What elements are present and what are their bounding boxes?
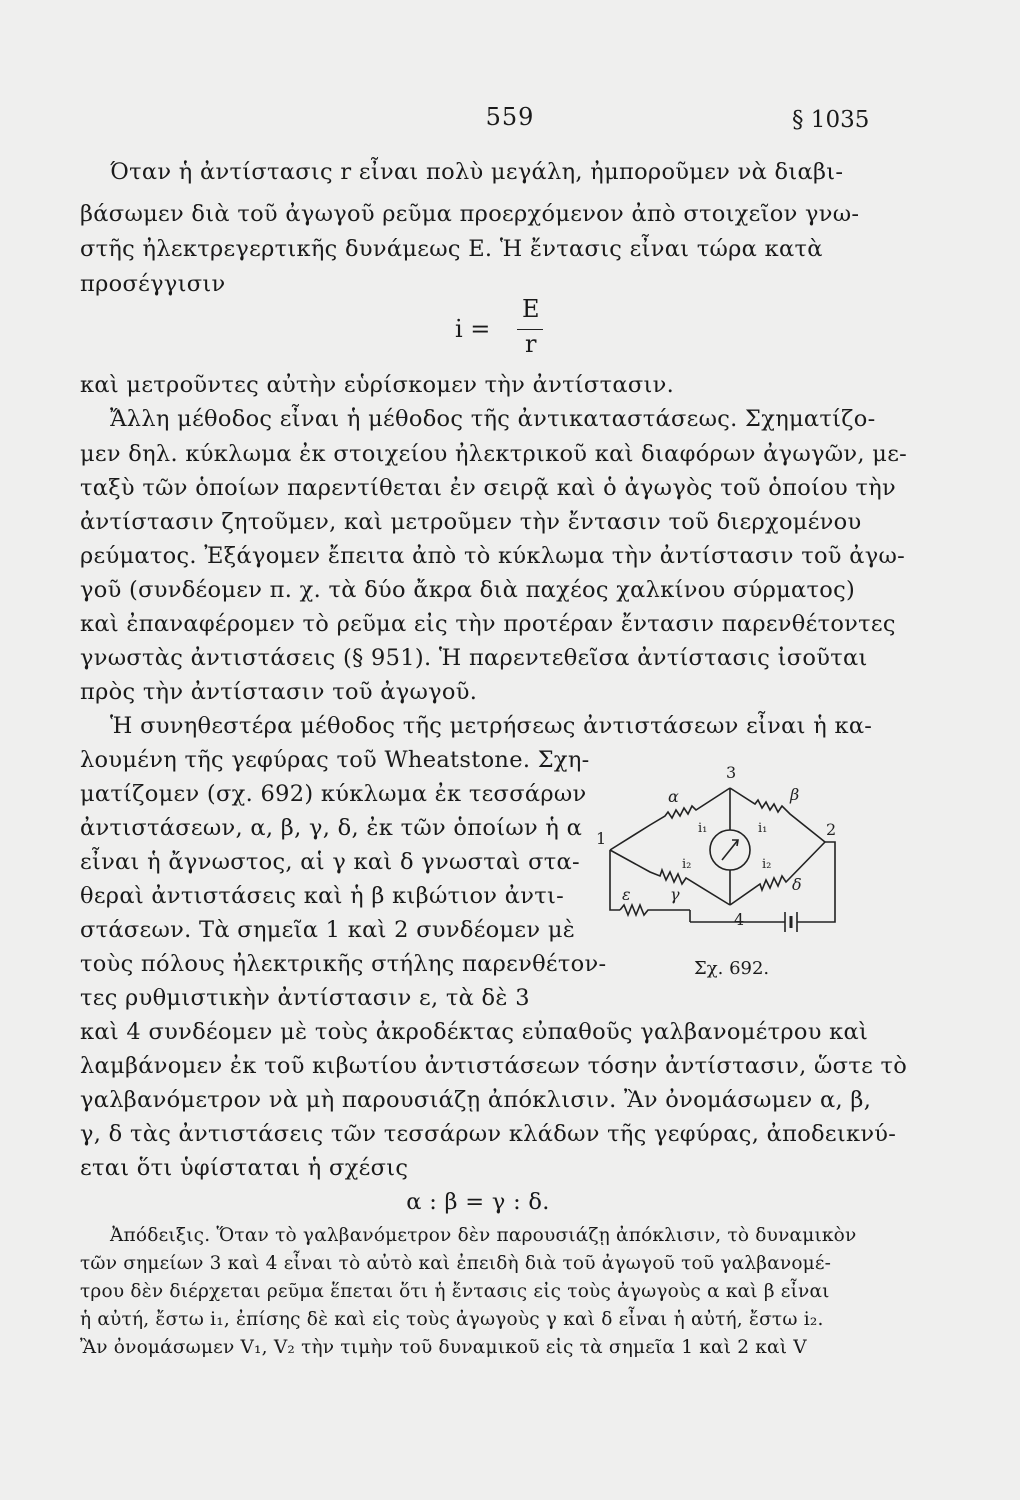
section-number: § 1035 [792,107,870,133]
formula-current [455,295,565,365]
formula-proportion: α : β = γ : δ. [406,1189,550,1215]
text-line: καὶ 4 συνδέομεν μὲ τοὺς ἀκροδέκτας εὐπαθοῦς γαλβανομέτρου καὶ [80,1019,869,1045]
battery-wire-right [797,842,835,922]
text-line: γ, δ τὰς ἀντιστάσεις τῶν τεσσάρων κλάδων τῆς γεφύρας, ἀποδεικνύ- [80,1121,897,1147]
text-line: τοὺς πόλους ἠλεκτρικῆς στήλης παρενθέτον- [80,951,607,977]
proof-line: τρου δὲν διέρχεται ρεῦμα ἕπεται ὅτι ἡ ἔντασις εἰς τοὺς ἀγωγοὺς α καὶ β εἶναι [80,1281,830,1302]
node-label-1: 1 [596,829,607,848]
resistor-label-epsilon: ε [622,885,631,904]
resistor-label-delta: δ [792,875,802,894]
text-line: πρὸς τὴν ἀντίστασιν τοῦ ἀγωγοῦ. [80,679,478,705]
text-line: μεν δηλ. κύκλωμα ἐκ στοιχείου ἠλεκτρικοῦ καὶ διαφόρων ἀγωγῶν, με- [80,441,908,467]
text-line: ταξὺ τῶν ὁποίων παρεντίθεται ἐν σειρᾷ καὶ ὁ ἀγωγὸς τοῦ ὁποίου τὴν [80,475,896,501]
text-line: λουμένη τῆς γεφύρας τοῦ Wheatstone. Σχη- [80,747,590,773]
text-line: καὶ μετροῦντες αὐτὴν εὑρίσκομεν τὴν ἀντίστασιν. [80,372,675,398]
text-line: ἀντιστάσεων, α, β, γ, δ, ἐκ τῶν ὁποίων ἡ α [80,815,583,841]
current-label-i2: i₂ [682,857,692,872]
page-number: 559 [485,103,535,131]
text-line: εται ὅτι ὑφίσταται ἡ σχέσις [80,1155,409,1181]
resistor-delta [730,842,825,905]
wheatstone-bridge-figure [590,760,850,960]
node-label-2: 2 [826,820,837,839]
battery-wire-left [610,850,620,910]
text-line: ἀντίστασιν ζητοῦμεν, καὶ μετροῦμεν τὴν ἔντασιν τοῦ διερχομένου [80,509,862,535]
text-line: εἶναι ἡ ἄγνωστος, αἱ γ καὶ δ γνωσταὶ στα- [80,849,580,875]
current-label-i2: i₂ [762,857,772,872]
proof-line: τῶν σημείων 3 καὶ 4 εἶναι τὸ αὐτὸ καὶ ἐπειδὴ διὰ τοῦ ἀγωγοῦ τοῦ γαλβανομέ- [80,1253,832,1274]
text-line: λαμβάνομεν ἐκ τοῦ κιβωτίου ἀντιστάσεων τόσην ἀντίστασιν, ὥστε τὸ [80,1053,908,1079]
figure-caption: Σχ. 692. [694,958,770,979]
resistor-label-beta: β [790,785,800,804]
current-label-i1: i₁ [758,821,768,836]
resistor-label-gamma: γ [670,885,680,904]
text-line: στῆς ἠλεκτρεγερτικῆς δυνάμεως Ε. Ἡ ἔντασις εἶναι τώρα κατὰ [80,236,823,262]
proof-line: ἡ αὐτή, ἔστω i₁, ἐπίσης δὲ καὶ εἰς τοὺς ἀγωγοὺς γ καὶ δ εἶναι ἡ αὐτή, ἔστω i₂. [80,1309,824,1330]
text-line: γαλβανόμετρον νὰ μὴ παρουσιάζῃ ἀπόκλισιν. Ἂν ὀνομάσωμεν α, β, [80,1087,872,1113]
formula-denominator: r [525,330,537,358]
text-line: προσέγγισιν [80,271,226,297]
resistor-epsilon [620,905,690,915]
text-line: γοῦ (συνδέομεν π. χ. τὰ δύο ἄκρα διὰ παχέος χαλκίνου σύρματος) [80,577,856,603]
text-line: θεραὶ ἀντιστάσεις καὶ ἡ β κιβώτιον ἀντι- [80,883,564,909]
proof-line: Ἂν ὀνομάσωμεν V₁, V₂ τὴν τιμὴν τοῦ δυναμικοῦ εἰς τὰ σημεῖα 1 καὶ 2 καὶ V [80,1337,807,1358]
proof-line: Ἀπόδειξις. Ὅταν τὸ γαλβανόμετρον δὲν παρουσιάζῃ ἀπόκλισιν, τὸ δυναμικὸν [110,1225,857,1246]
text-line: βάσωμεν διὰ τοῦ ἀγωγοῦ ρεῦμα προερχόμενον ἀπὸ στοιχεῖον γνω- [80,201,860,227]
resistor-label-alpha: α [668,787,679,806]
formula-numerator: E [522,295,540,323]
text-line: Όταν ἡ ἀντίστασις r εἶναι πολὺ μεγάλη, ἠμποροῦμεν νὰ διαβι- [110,159,844,185]
current-label-i1: i₁ [698,821,708,836]
formula-lhs: i = [455,315,491,343]
text-line: γνωστὰς ἀντιστάσεις (§ 951). Ἡ παρεντεθεῖσα ἀντίστασις ἰσοῦται [80,645,868,671]
text-line: τες ρυθμιστικὴν ἀντίστασιν ε, τὰ δὲ 3 [80,985,530,1011]
text-line: καὶ ἐπαναφέρομεν τὸ ρεῦμα εἰς τὴν προτέραν ἔντασιν παρενθέτοντες [80,611,896,637]
text-line: ματίζομεν (σχ. 692) κύκλωμα ἐκ τεσσάρων [80,781,587,807]
resistor-beta [730,788,825,842]
galvanometer-needle [722,840,738,860]
text-line: Ἡ συνηθεστέρα μέθοδος τῆς μετρήσεως ἀντιστάσεων εἶναι ἡ κα- [110,713,873,739]
node-label-3: 3 [726,763,737,782]
text-line: ρεύματος. Ἐξάγομεν ἔπειτα ἀπὸ τὸ κύκλωμα τὴν ἀντίστασιν τοῦ ἀγω- [80,543,906,569]
node-label-4: 4 [734,910,745,929]
text-line: στάσεων. Τὰ σημεῖα 1 καὶ 2 συνδέομεν μὲ [80,917,576,943]
text-line: Ἄλλη μέθοδος εἶναι ἡ μέθοδος τῆς ἀντικαταστάσεως. Σχηματίζο- [110,406,876,432]
